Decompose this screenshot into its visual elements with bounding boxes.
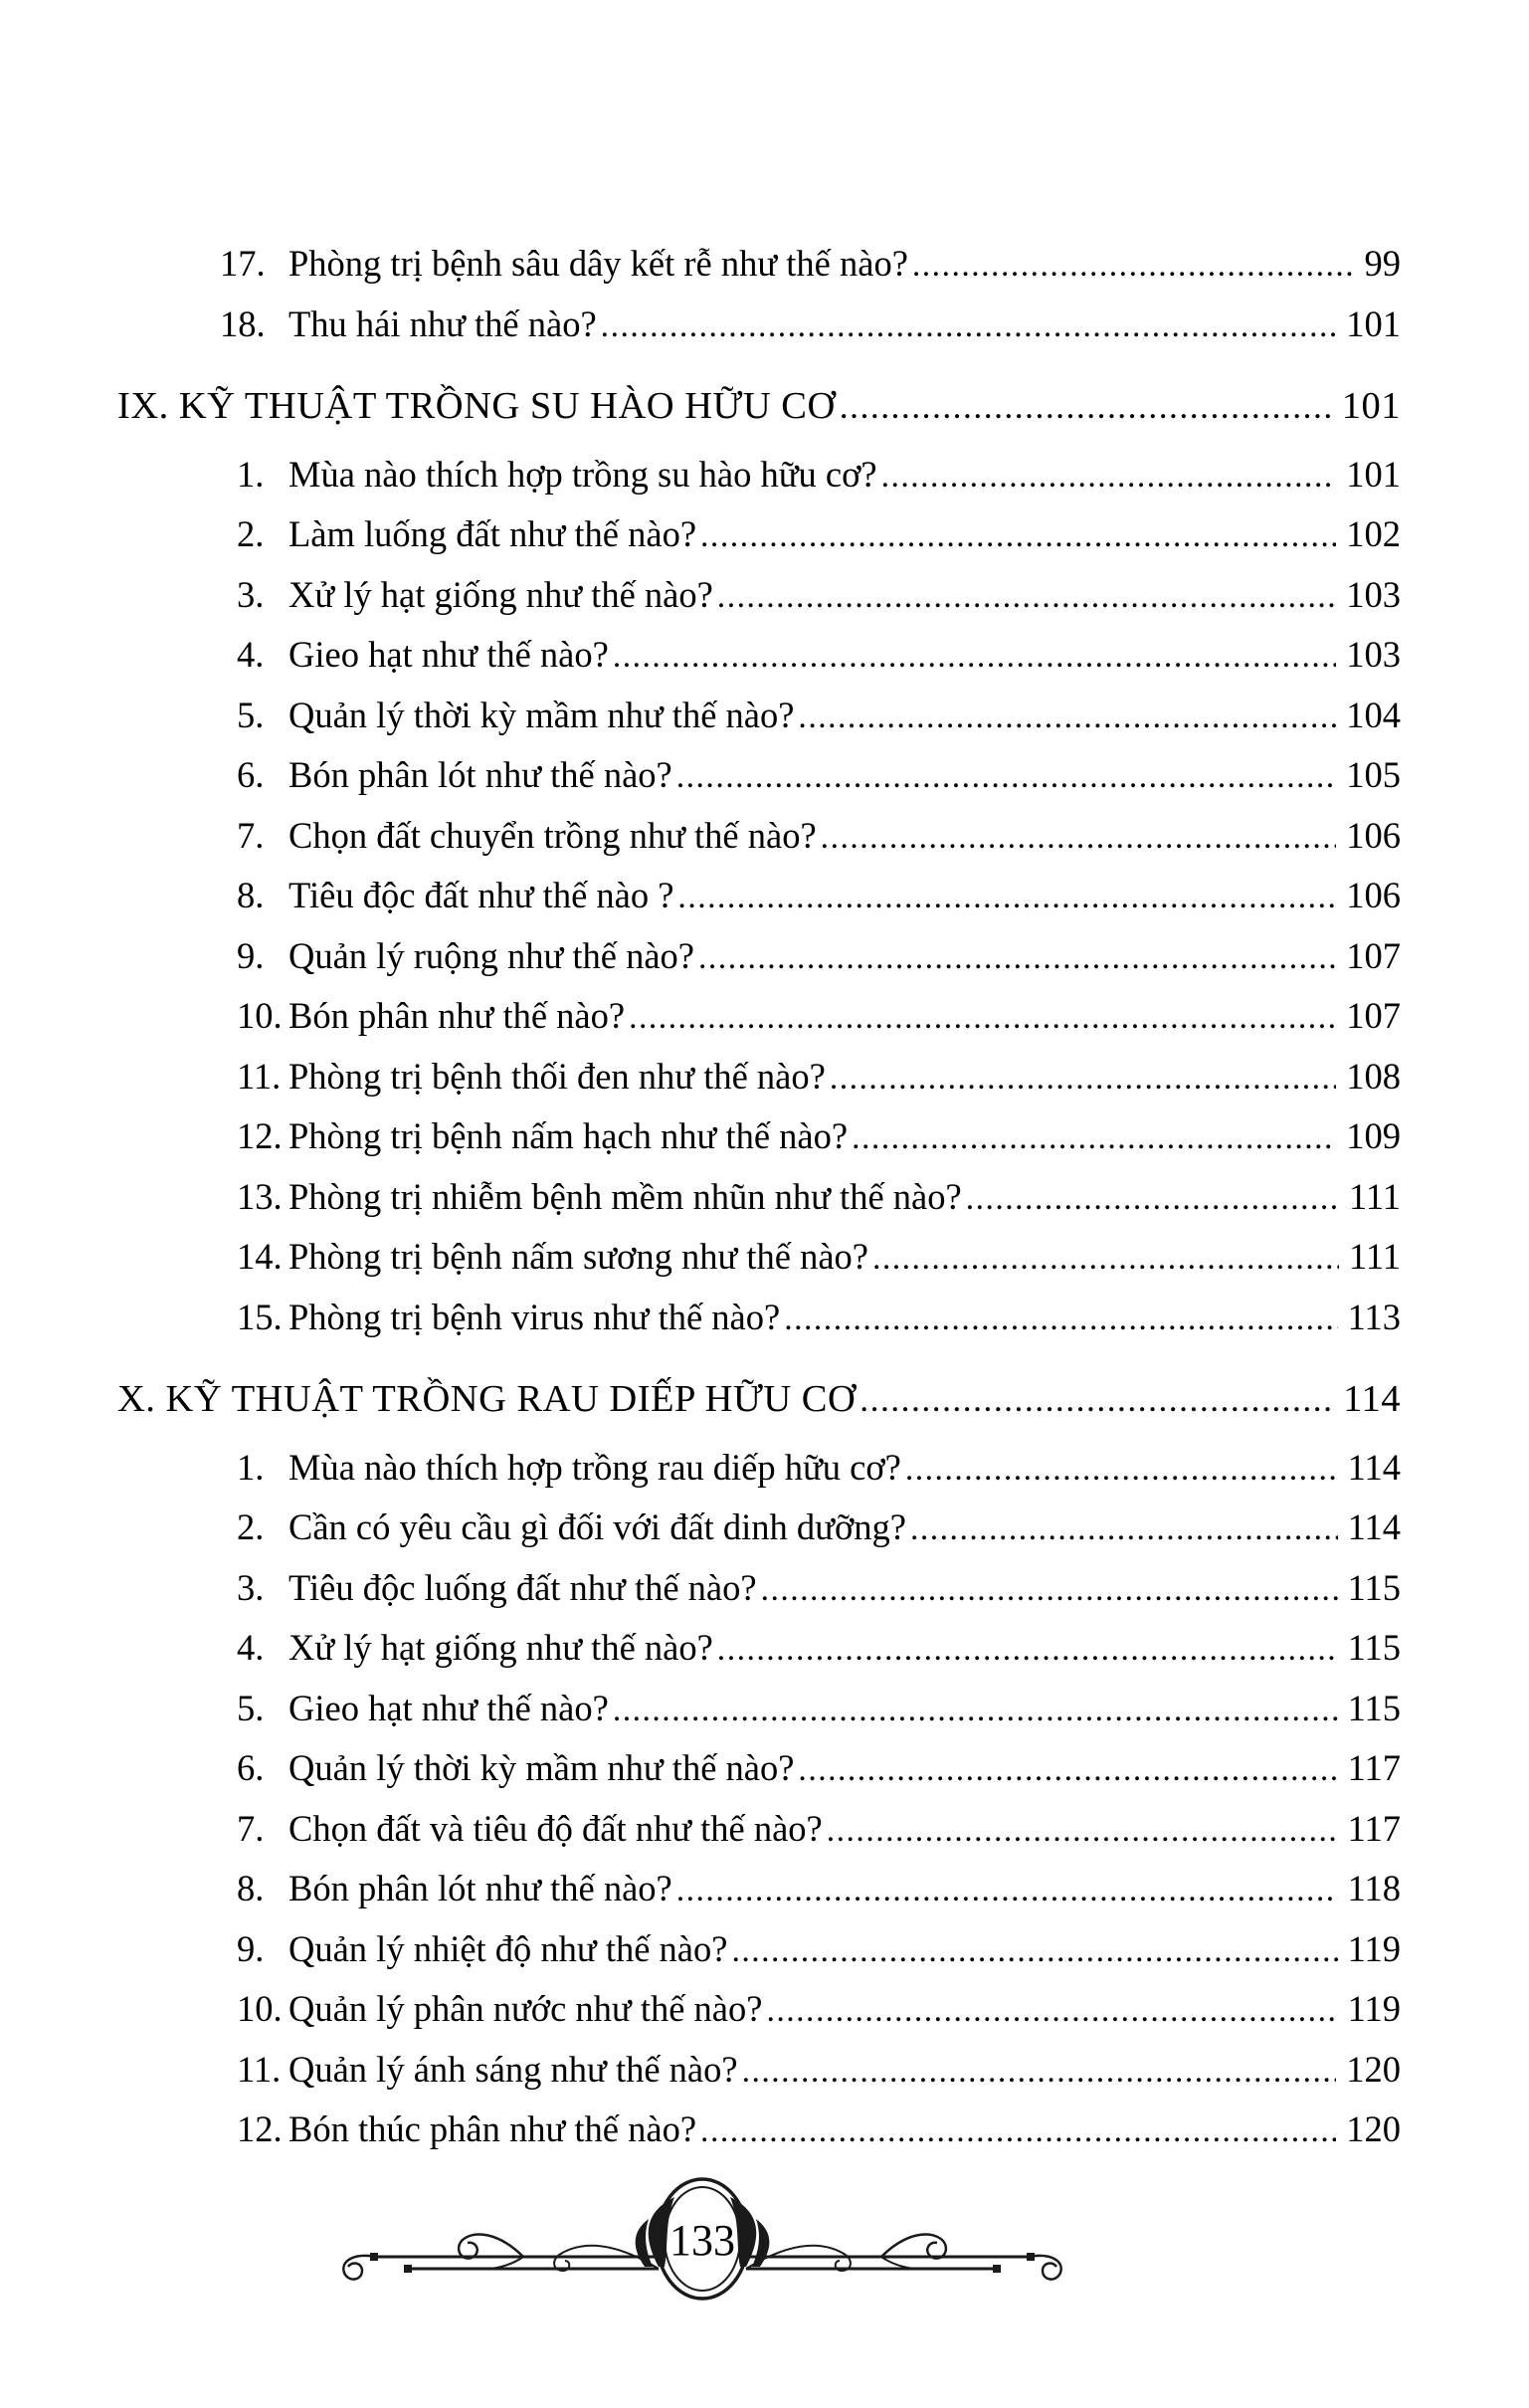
- toc-entry-number: 4.: [237, 1627, 265, 1668]
- toc-entry-page: 114: [1347, 1446, 1401, 1488]
- page-footer: [314, 2171, 1090, 2326]
- dot-leader-icon: [912, 235, 1355, 296]
- toc-entry: [117, 1739, 1401, 1800]
- toc-entry-page: 101: [1346, 302, 1401, 344]
- toc-entry-number: 3.: [237, 573, 265, 615]
- dot-leader-icon: [742, 2041, 1337, 2102]
- toc-entry-page: 103: [1346, 634, 1401, 675]
- toc-entry-title: Quản lý ruộng như thế nào?: [288, 934, 695, 976]
- toc-entry-page: 117: [1347, 1747, 1401, 1788]
- toc-entry: [117, 1228, 1401, 1289]
- dot-leader-icon: [872, 1228, 1339, 1289]
- toc-entry: [117, 746, 1401, 807]
- toc-entry-title: Thu hái như thế nào?: [288, 302, 597, 344]
- toc-entry-title: Mùa nào thích hợp trồng rau diếp hữu cơ?: [288, 1446, 901, 1488]
- toc-entry: [117, 1499, 1401, 1559]
- toc-entry: [117, 687, 1401, 747]
- dot-leader-icon: [830, 1048, 1336, 1108]
- toc-entry-title: Mùa nào thích hợp trồng su hào hữu cơ?: [288, 453, 877, 495]
- toc-entry-title: Quản lý ánh sáng như thế nào?: [288, 2048, 738, 2090]
- toc-entry-page: 117: [1347, 1807, 1401, 1849]
- toc-entry-page: 107: [1346, 995, 1401, 1036]
- toc-entry-page: 106: [1346, 875, 1401, 915]
- toc-entry-page: 106: [1346, 814, 1401, 856]
- toc-entry-title: Quản lý nhiệt độ như thế nào?: [288, 1927, 728, 1969]
- toc-entry: [117, 987, 1401, 1048]
- toc-entry: [117, 446, 1401, 506]
- toc-entry-number: 12.: [237, 2108, 283, 2149]
- dot-leader-icon: [840, 377, 1332, 436]
- toc-entry-title: Bón phân lót như thế nào?: [288, 1868, 672, 1908]
- toc-entry-page: 99: [1364, 243, 1401, 284]
- dot-leader-icon: [910, 1499, 1338, 1559]
- toc-entry: [117, 927, 1401, 988]
- toc-entry-number: 12.: [237, 1115, 283, 1156]
- dot-leader-icon: [761, 1559, 1338, 1620]
- dot-leader-icon: [601, 296, 1337, 356]
- toc-entry: [117, 1800, 1401, 1861]
- toc-entry: [117, 296, 1401, 356]
- toc-entry: [117, 1680, 1401, 1740]
- toc-entry: [117, 1168, 1401, 1229]
- toc-entry-number: 10.: [237, 995, 283, 1036]
- toc-entry-number: 6.: [237, 1747, 265, 1788]
- toc-section-title: X. KỸ THUẬT TRỒNG RAU DIẾP HỮU CƠ: [117, 1378, 857, 1420]
- dot-leader-icon: [766, 1980, 1337, 2041]
- toc-entry: [117, 626, 1401, 687]
- toc-entry-title: Làm luống đất như thế nào?: [288, 513, 697, 554]
- toc-entry-number: 5.: [237, 1687, 265, 1728]
- toc-entry-title: Phòng trị bệnh nấm hạch như thế nào?: [288, 1115, 849, 1156]
- toc-entry-page: 115: [1347, 1566, 1401, 1608]
- toc-entry-page: 102: [1346, 513, 1401, 554]
- toc-entry: [117, 1559, 1401, 1620]
- flourish-divider-icon: [314, 2171, 1090, 2326]
- toc-entry-number: 2.: [237, 1506, 265, 1547]
- toc-entry: [117, 505, 1401, 566]
- toc-entry-title: Bón phân lót như thế nào?: [288, 754, 672, 795]
- dot-leader-icon: [613, 1680, 1338, 1740]
- toc-entry-page: 118: [1347, 1868, 1401, 1908]
- toc-entry-title: Phòng trị nhiễm bệnh mềm nhũn như thế nào?: [288, 1175, 962, 1217]
- toc-entry-title: Bón phân như thế nào?: [288, 995, 626, 1036]
- toc-entry-page: 101: [1341, 385, 1401, 427]
- toc-entry-number: 3.: [237, 1566, 265, 1608]
- toc-entry: [117, 2041, 1401, 2102]
- toc-entry: [117, 1289, 1401, 1349]
- toc-entry-number: 17.: [220, 243, 266, 284]
- toc-entry-page: 105: [1346, 754, 1401, 795]
- toc-entry-number: 14.: [237, 1236, 283, 1277]
- dot-leader-icon: [700, 2101, 1336, 2161]
- toc-entry: [117, 1619, 1401, 1680]
- toc-entry-number: 11.: [237, 1055, 282, 1097]
- toc-entry-title: Phòng trị bệnh virus như thế nào?: [288, 1296, 781, 1337]
- toc-entry-title: Xử lý hạt giống như thế nào?: [288, 573, 713, 615]
- toc-entry-title: Quản lý thời kỳ mầm như thế nào?: [288, 1747, 795, 1788]
- toc-entry-page: 120: [1346, 2108, 1401, 2149]
- dot-leader-icon: [881, 446, 1337, 506]
- toc-entry-page: 101: [1346, 453, 1401, 495]
- toc-entry-title: Tiêu độc đất như thế nào ?: [288, 875, 674, 915]
- dot-leader-icon: [700, 505, 1336, 566]
- dot-leader-icon: [676, 746, 1337, 807]
- toc-entry-title: Chọn đất chuyển trồng như thế nào?: [288, 814, 817, 856]
- toc-entry-page: 114: [1347, 1506, 1401, 1547]
- dot-leader-icon: [676, 1860, 1338, 1920]
- toc-entry-page: 120: [1346, 2048, 1401, 2090]
- toc-entry-page: 113: [1347, 1296, 1401, 1337]
- dot-leader-icon: [966, 1168, 1339, 1229]
- toc-entry-number: 11.: [237, 2048, 282, 2090]
- dot-leader-icon: [731, 1920, 1337, 1981]
- toc-entry-page: 119: [1347, 1927, 1401, 1969]
- toc-section-heading: [117, 377, 1401, 436]
- page-number: 133: [669, 2216, 735, 2265]
- toc-section-title: IX. KỸ THUẬT TRỒNG SU HÀO HỮU CƠ: [117, 385, 836, 427]
- dot-leader-icon: [613, 626, 1336, 687]
- toc-entry-title: Phòng trị bệnh thối đen như thế nào?: [288, 1055, 826, 1097]
- toc-entry-page: 109: [1346, 1115, 1401, 1156]
- toc-entry-title: Phòng trị bệnh nấm sương như thế nào?: [288, 1236, 868, 1277]
- toc-entry: [117, 1439, 1401, 1500]
- dot-leader-icon: [827, 1800, 1338, 1861]
- toc-entry-number: 9.: [237, 1927, 265, 1969]
- dot-leader-icon: [852, 1107, 1336, 1168]
- toc-entry-title: Cần có yêu cầu gì đối với đất dinh dưỡng?: [288, 1506, 906, 1547]
- toc-section-heading: [117, 1370, 1401, 1429]
- toc-entry-number: 8.: [237, 875, 265, 915]
- toc-entry-title: Quản lý phân nước như thế nào?: [288, 1988, 763, 2029]
- toc-entry-title: Gieo hạt như thế nào?: [288, 1687, 609, 1728]
- toc-entry-page: 115: [1347, 1687, 1401, 1728]
- toc-entry-title: Phòng trị bệnh sâu dây kết rễ như thế nào?: [288, 243, 908, 284]
- toc-entry: [117, 1048, 1401, 1108]
- toc-entry: [117, 867, 1401, 927]
- toc-entry: [117, 1860, 1401, 1920]
- dot-leader-icon: [784, 1289, 1337, 1349]
- toc-entry: [117, 807, 1401, 868]
- toc-entry-page: 114: [1343, 1378, 1401, 1420]
- toc-entry-page: 111: [1348, 1175, 1401, 1217]
- toc-entry-title: Bón thúc phân như thế nào?: [288, 2108, 697, 2149]
- toc-entry-title: Xử lý hạt giống như thế nào?: [288, 1627, 713, 1668]
- toc-entry-number: 2.: [237, 513, 265, 554]
- toc-entry: [117, 1980, 1401, 2041]
- toc-entry-title: Chọn đất và tiêu độ đất như thế nào?: [288, 1807, 823, 1849]
- toc-entry-title: Tiêu độc luống đất như thế nào?: [288, 1566, 757, 1608]
- toc-entry-number: 9.: [237, 934, 265, 976]
- toc-entry: [117, 1107, 1401, 1168]
- dot-leader-icon: [629, 987, 1336, 1048]
- toc-entry-number: 15.: [237, 1296, 283, 1337]
- toc-entry-number: 5.: [237, 694, 265, 735]
- dot-leader-icon: [860, 1370, 1333, 1429]
- toc-entry: [117, 2101, 1401, 2161]
- toc-entry-number: 6.: [237, 754, 265, 795]
- toc-entry-page: 103: [1346, 573, 1401, 615]
- dot-leader-icon: [821, 807, 1337, 868]
- toc-entry-page: 111: [1348, 1236, 1401, 1277]
- toc-entry-number: 4.: [237, 634, 265, 675]
- toc-entry-number: 10.: [237, 1988, 283, 2029]
- toc-entry-number: 1.: [237, 453, 265, 495]
- toc-entry-title: Quản lý thời kỳ mầm như thế nào?: [288, 694, 795, 735]
- toc-entry-number: 7.: [237, 814, 265, 856]
- dot-leader-icon: [717, 566, 1336, 627]
- toc-entry: [117, 1920, 1401, 1981]
- dot-leader-icon: [698, 927, 1336, 988]
- dot-leader-icon: [798, 687, 1336, 747]
- toc-entry-number: 13.: [237, 1175, 283, 1217]
- toc-entry-page: 104: [1346, 694, 1401, 735]
- toc-entry-number: 18.: [220, 302, 266, 344]
- toc-entry-page: 107: [1346, 934, 1401, 976]
- toc-entry-page: 115: [1347, 1627, 1401, 1668]
- dot-leader-icon: [798, 1739, 1337, 1800]
- toc-entry-number: 7.: [237, 1807, 265, 1849]
- toc-entry-page: 108: [1346, 1055, 1401, 1097]
- toc-entry-title: Gieo hạt như thế nào?: [288, 634, 609, 675]
- dot-leader-icon: [717, 1619, 1338, 1680]
- dot-leader-icon: [905, 1439, 1338, 1500]
- toc-entry-page: 119: [1347, 1988, 1401, 2029]
- toc-entry-number: 8.: [237, 1868, 265, 1908]
- toc-entry: [117, 235, 1401, 296]
- dot-leader-icon: [677, 867, 1336, 927]
- table-of-contents: [117, 235, 1401, 2161]
- toc-entry-number: 1.: [237, 1446, 265, 1488]
- toc-entry: [117, 566, 1401, 627]
